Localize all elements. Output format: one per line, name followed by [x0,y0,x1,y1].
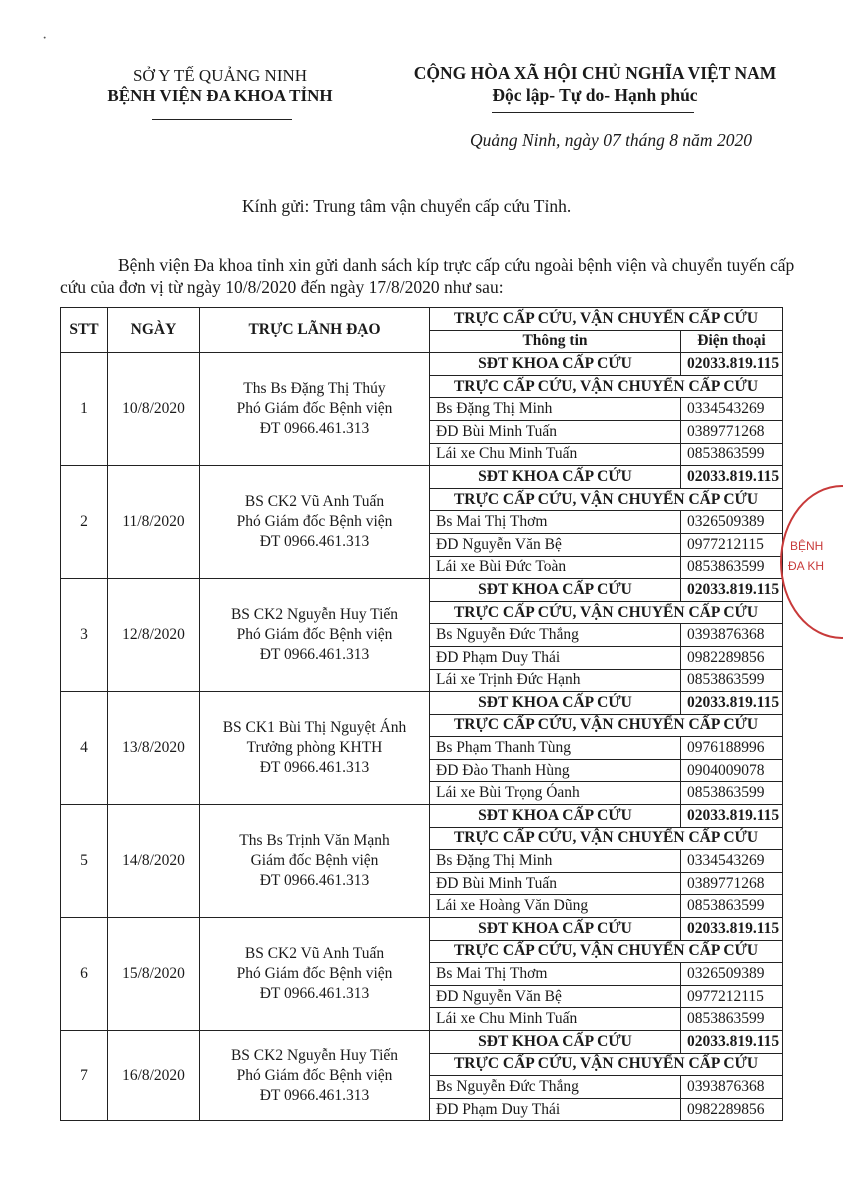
doctor-phone: 0976188996 [681,737,783,760]
driver-phone: 0853863599 [681,443,783,466]
table-row [61,579,783,602]
team-heading-label: TRỰC CẤP CỨU, VẬN CHUYỂN CẤP CỨU [430,827,783,850]
nurse-phone: 0977212115 [681,533,783,556]
leadership-lead2: Phó Giám đốc Bệnh viện [236,626,393,644]
nurse-label: ĐD Đào Thanh Hùng [430,759,681,782]
driver-label: Lái xe Bùi Đức Toàn [430,556,681,579]
leadership-lead1: BS CK2 Vũ Anh Tuấn [244,493,385,511]
table-header-row [61,308,783,331]
doctor-label: Bs Mai Thị Thơm [430,963,681,986]
org-hospital: BỆNH VIỆN ĐA KHOA TỈNH [107,86,333,105]
driver-phone: 0853863599 [681,556,783,579]
nurse-label: ĐD Bùi Minh Tuấn [430,420,681,443]
nurse-phone: 0982289856 [681,646,783,669]
row-date: 10/8/2020 [108,353,200,466]
document-date: Quảng Ninh, ngày 07 tháng 8 năm 2020 [470,130,752,150]
row-date: 15/8/2020 [108,918,200,1031]
header-info: Thông tin [430,330,681,353]
team-heading-label: TRỰC CẤP CỨU, VẬN CHUYỂN CẤP CỨU [430,714,783,737]
leadership-lead3: ĐT 0966.461.313 [259,759,370,777]
leadership-lead3: ĐT 0966.461.313 [259,872,370,890]
team-heading-label: TRỰC CẤP CỨU, VẬN CHUYỂN CẤP CỨU [430,1053,783,1076]
national-motto: Độc lập- Tự do- Hạnh phúc [492,85,698,105]
nurse-label: ĐD Nguyễn Văn Bệ [430,985,681,1008]
leadership-lead3: ĐT 0966.461.313 [259,420,370,438]
driver-label: Lái xe Chu Minh Tuấn [430,443,681,466]
doctor-label: Bs Nguyễn Đức Thắng [430,1076,681,1099]
driver-label: Lái xe Trịnh Đức Hạnh [430,669,681,692]
row-leadership [200,1031,430,1121]
er-phone-label: SĐT KHOA CẤP CỨU [430,353,681,376]
doctor-phone: 0334543269 [681,398,783,421]
org-underline [152,119,292,120]
leadership-lead2: Giám đốc Bệnh viện [250,852,379,870]
er-phone-phone: 02033.819.115 [681,353,783,376]
row-stt: 5 [61,805,108,918]
er-phone-label: SĐT KHOA CẤP CỨU [430,918,681,941]
driver-phone: 0853863599 [681,1008,783,1031]
doctor-label: Bs Đặng Thị Minh [430,398,681,421]
nurse-phone: 0977212115 [681,985,783,1008]
national-header [380,62,810,106]
intro-paragraph: Bệnh viện Đa khoa tỉnh xin gửi danh sách kíp trực cấp cứu ngoài bệnh viện và chuyển tuyến cấp cứu của đơn vị từ ngày 10/8/2020 đến ngày 17/8/2020 như sau: [60,255,795,297]
doctor-label: Bs Mai Thị Thơm [430,511,681,534]
row-date: 12/8/2020 [108,579,200,692]
er-phone-label: SĐT KHOA CẤP CỨU [430,579,681,602]
leadership-lead3: ĐT 0966.461.313 [259,646,370,664]
er-phone-phone: 02033.819.115 [681,692,783,715]
row-leadership [200,692,430,805]
table-row [61,1031,783,1054]
er-phone-phone: 02033.819.115 [681,918,783,941]
row-leadership [200,918,430,1031]
leadership-lead2: Trưởng phòng KHTH [246,739,383,757]
nurse-phone: 0982289856 [681,1098,783,1121]
doctor-label: Bs Nguyễn Đức Thắng [430,624,681,647]
national-title: CỘNG HÒA XÃ HỘI CHỦ NGHĨA VIỆT NAM [413,63,777,83]
er-phone-phone: 02033.819.115 [681,1031,783,1054]
row-stt: 4 [61,692,108,805]
nurse-label: ĐD Phạm Duy Thái [430,1098,681,1121]
row-stt: 2 [61,466,108,579]
stamp-text-1: BỆNH [790,539,824,553]
nurse-phone: 0904009078 [681,759,783,782]
motto-underline [492,112,694,113]
er-phone-phone: 02033.819.115 [681,466,783,489]
table-row [61,918,783,941]
leadership-lead1: BS CK2 Nguyễn Huy Tiến [230,1046,399,1064]
leadership-lead2: Phó Giám đốc Bệnh viện [236,513,393,531]
row-stt: 3 [61,579,108,692]
er-phone-label: SĐT KHOA CẤP CỨU [430,1031,681,1054]
row-date: 16/8/2020 [108,1031,200,1121]
er-phone-phone: 02033.819.115 [681,579,783,602]
doctor-phone: 0393876368 [681,624,783,647]
row-stt: 6 [61,918,108,1031]
leadership-lead1: Ths Bs Đặng Thị Thúy [243,380,386,398]
er-phone-label: SĐT KHOA CẤP CỨU [430,805,681,828]
nurse-phone: 0389771268 [681,420,783,443]
team-heading-label: TRỰC CẤP CỨU, VẬN CHUYỂN CẤP CỨU [430,940,783,963]
row-leadership [200,466,430,579]
driver-label: Lái xe Bùi Trọng Óanh [430,782,681,805]
row-stt: 1 [61,353,108,466]
red-stamp [780,485,843,639]
nurse-label: ĐD Nguyễn Văn Bệ [430,533,681,556]
row-date: 13/8/2020 [108,692,200,805]
greeting-line: Kính gửi: Trung tâm vận chuyển cấp cứu Tỉnh. [242,196,572,216]
leadership-lead1: BS CK2 Vũ Anh Tuấn [244,945,385,963]
doctor-phone: 0334543269 [681,850,783,873]
stamp-text-2: ĐA KH [788,559,825,573]
row-date: 11/8/2020 [108,466,200,579]
leadership-lead2: Phó Giám đốc Bệnh viện [236,1066,393,1084]
team-heading-label: TRỰC CẤP CỨU, VẬN CHUYỂN CẤP CỨU [430,488,783,511]
driver-phone: 0853863599 [681,669,783,692]
org-department: SỞ Y TẾ QUẢNG NINH [132,66,308,85]
table-row [61,353,783,376]
table-row [61,466,783,489]
doctor-label: Bs Đặng Thị Minh [430,850,681,873]
nurse-label: ĐD Bùi Minh Tuấn [430,872,681,895]
er-phone-label: SĐT KHOA CẤP CỨU [430,692,681,715]
table-row [61,805,783,828]
team-heading-label: TRỰC CẤP CỨU, VẬN CHUYỂN CẤP CỨU [430,375,783,398]
nurse-phone: 0389771268 [681,872,783,895]
table-body [61,353,783,1121]
row-leadership [200,579,430,692]
er-phone-phone: 02033.819.115 [681,805,783,828]
doctor-label: Bs Phạm Thanh Tùng [430,737,681,760]
header-stt: STT [61,308,108,353]
org-header [70,66,370,106]
leadership-lead3: ĐT 0966.461.313 [259,985,370,1003]
row-stt: 7 [61,1031,108,1121]
row-leadership [200,353,430,466]
scan-mark: · [42,30,48,47]
leadership-lead3: ĐT 0966.461.313 [259,1086,370,1104]
driver-label: Lái xe Hoàng Văn Dũng [430,895,681,918]
leadership-lead1: BS CK1 Bùi Thị Nguyệt Ánh [222,719,407,737]
duty-roster-table [60,307,783,1121]
er-phone-label: SĐT KHOA CẤP CỨU [430,466,681,489]
row-date: 14/8/2020 [108,805,200,918]
leadership-lead1: Ths Bs Trịnh Văn Mạnh [239,832,390,850]
table-row [61,692,783,715]
leadership-lead2: Phó Giám đốc Bệnh viện [236,400,393,418]
driver-label: Lái xe Chu Minh Tuấn [430,1008,681,1031]
driver-phone: 0853863599 [681,895,783,918]
leadership-lead1: BS CK2 Nguyễn Huy Tiến [230,606,399,624]
doctor-phone: 0326509389 [681,963,783,986]
doctor-phone: 0326509389 [681,511,783,534]
header-team-group: TRỰC CẤP CỨU, VẬN CHUYỂN CẤP CỨU [430,308,783,331]
team-heading-label: TRỰC CẤP CỨU, VẬN CHUYỂN CẤP CỨU [430,601,783,624]
leadership-lead2: Phó Giám đốc Bệnh viện [236,965,393,983]
nurse-label: ĐD Phạm Duy Thái [430,646,681,669]
driver-phone: 0853863599 [681,782,783,805]
row-leadership [200,805,430,918]
header-date: NGÀY [108,308,200,353]
header-leadership: TRỰC LÃNH ĐẠO [200,308,430,353]
doctor-phone: 0393876368 [681,1076,783,1099]
header-phone: Điện thoại [681,330,783,353]
leadership-lead3: ĐT 0966.461.313 [259,533,370,551]
